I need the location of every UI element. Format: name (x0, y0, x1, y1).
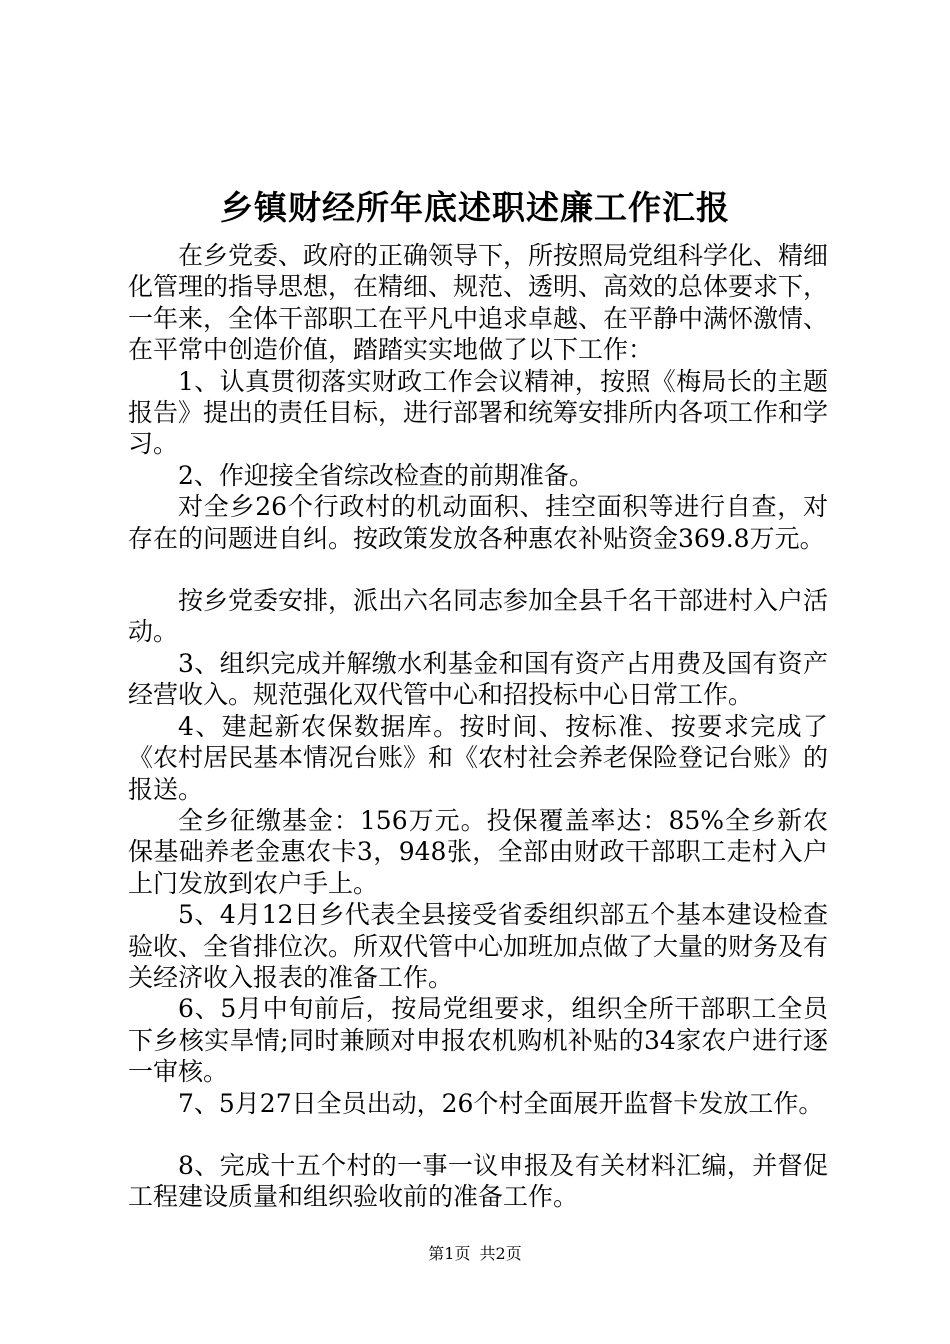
paragraph-item-3: 3、组织完成并解缴水利基金和国有资产占用费及国有资产经营收入。规范强化双代管中心和招投标中心日常工作。 (128, 648, 828, 710)
paragraph-item-2: 2、作迎接全省综改检查的前期准备。 (178, 460, 594, 490)
paragraph-item-8: 8、完成十五个村的一事一议申报及有关材料汇编，并督促工程建设质量和组织验收前的准备工作。 (128, 1150, 828, 1212)
paragraph-item-5: 5、4月12日乡代表全县接受省委组织部五个基本建设检查验收、全省排位次。所双代管中心加班加点做了大量的财务及有关经济收入报表的准备工作。 (128, 900, 829, 992)
paragraph-item-6: 6、5月中旬前后，按局党组要求，组织全所干部职工全员下乡核实旱情;同时兼顾对申报农机购机补贴的34家农户进行逐一审核。 (128, 994, 828, 1087)
paragraph-item-4-detail: 全乡征缴基金：156万元。投保覆盖率达：85%全乡新农保基础养老金惠农卡3，948张，全部由财政干部职工走村入户上门发放到农户手上。 (128, 805, 828, 898)
paragraph-item-7: 7、5月27日全员出动，26个村全面展开监督卡发放工作。 (178, 1088, 824, 1118)
paragraph-item-4: 4、建起新农保数据库。按时间、按标准、按要求完成了《农村居民基本情况台账》和《农村社会养老保险登记台账》的报送。 (128, 711, 829, 804)
page-number-total: 共2页 (479, 1244, 522, 1263)
document-title: 乡镇财经所年底述职述廉工作汇报 (220, 188, 730, 227)
paragraph-item-2-detail: 对全乡26个行政村的机动面积、挂空面积等进行自查，对存在的问题进自纠。按政策发放各种惠农补贴资金369.8万元。 (128, 492, 828, 553)
paragraph-item-2-activity: 按乡党委安排，派出六名同志参加全县千名干部进村入户活动。 (128, 586, 829, 647)
paragraph-item-1: 1、认真贯彻落实财政工作会议精神，按照《梅局长的主题报告》提出的责任目标，进行部署和统筹安排所内各项工作和学习。 (128, 366, 829, 459)
page-footer (0, 1244, 950, 1264)
paragraph-intro: 在乡党委、政府的正确领导下，所按照局党组科学化、精细化管理的指导思想，在精细、规范、透明、高效的总体要求下，一年来，全体干部职工在平凡中追求卓越、在平静中满怀激情、在平常中创造价值，踏踏实实地做了以下工作： (128, 241, 829, 365)
page-number-current: 第1页 (428, 1244, 471, 1263)
document-body (128, 240, 828, 1213)
